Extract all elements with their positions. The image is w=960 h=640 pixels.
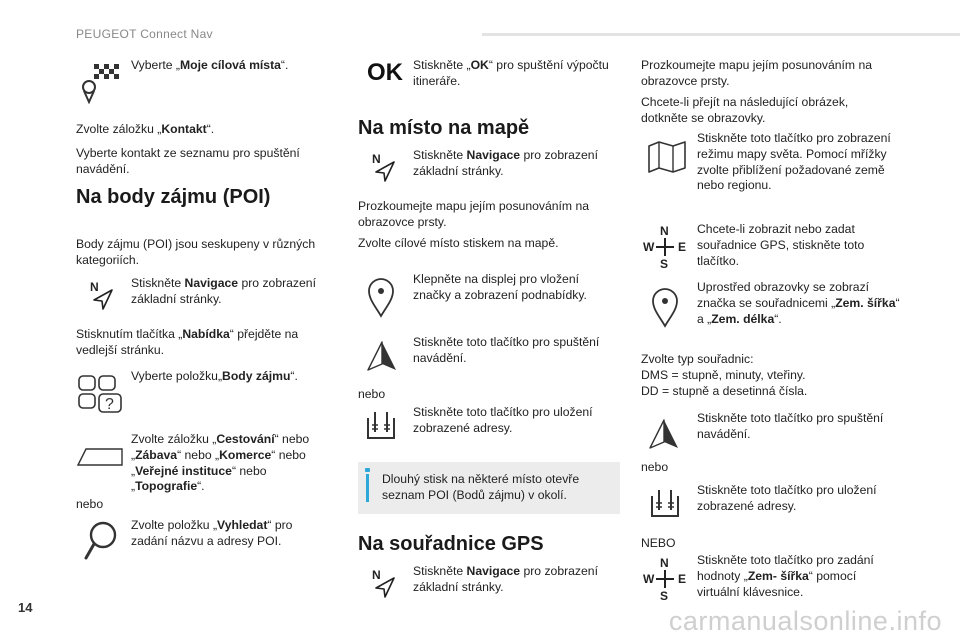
world-map-text: Stiskněte toto tlačítko pro zobrazení režimu mapy světa. Pomocí mřížky zvolte přiblížení požadované země nebo regionu. bbox=[697, 131, 891, 193]
poi-item-text: Vyberte položku„Body zájmu“. bbox=[131, 369, 298, 383]
svg-text:N: N bbox=[90, 280, 99, 294]
poi-heading: Na body zájmu (POI) bbox=[76, 186, 271, 208]
compass-gps-icon bbox=[642, 224, 688, 270]
or-text-2: nebo bbox=[358, 387, 386, 401]
scroll-map-text-2: Prozkoumejte mapu jejím posunováním na obrazovce prsty. bbox=[641, 58, 873, 88]
page-number: 14 bbox=[18, 600, 33, 615]
navigation-text-2: Stiskněte Navigace pro zobrazení základní stránky. bbox=[413, 148, 598, 178]
svg-text:N: N bbox=[660, 556, 669, 570]
svg-text:OK: OK bbox=[367, 59, 403, 84]
info-icon bbox=[365, 468, 370, 472]
or-text: nebo bbox=[76, 497, 104, 511]
svg-text:N: N bbox=[660, 224, 669, 238]
coordinate-type-text: Zvolte typ souřadnic: DMS = stupně, minuty, vteřiny. DD = stupně a desetinná čísla. bbox=[641, 352, 808, 398]
save-address-icon bbox=[648, 486, 682, 520]
ok-text: Stiskněte „OK“ pro spuštění výpočtu itineráře. bbox=[413, 58, 609, 88]
contact-tab-text: Zvolte záložku „Kontakt“. bbox=[76, 122, 215, 136]
map-pin-icon bbox=[366, 276, 396, 318]
svg-text:N: N bbox=[372, 152, 381, 166]
compass-gps-icon bbox=[642, 556, 688, 602]
menu-text: Stisknutím tlačítka „Nabídka“ přejděte na vedlejší stránku. bbox=[76, 327, 299, 357]
svg-text:S: S bbox=[660, 257, 669, 270]
gps-coordinates-text: Chcete-li zobrazit nebo zadat souřadnice GPS, stiskněte toto tlačítko. bbox=[697, 222, 865, 268]
select-destinations-text: Vyberte „Moje cílová místa“. bbox=[131, 58, 289, 72]
poi-intro-text: Body zájmu (POI) jsou seskupeny v různých kategoriích. bbox=[76, 237, 316, 267]
ok-icon bbox=[367, 58, 407, 84]
save-address-text: Stiskněte toto tlačítko pro uložení zobrazené adresy. bbox=[413, 405, 593, 435]
checkered-flag-pin-icon bbox=[80, 60, 120, 104]
map-heading: Na místo na mapě bbox=[358, 117, 530, 139]
navigation-arrow-icon bbox=[88, 280, 114, 310]
navigation-text: Stiskněte Navigace pro zobrazení základní stránky. bbox=[131, 276, 316, 306]
start-navigation-text-2: Stiskněte toto tlačítko pro spuštění navádění. bbox=[697, 411, 884, 441]
tap-display-text: Klepněte na displej pro vložení značky a zobrazení podnabídky. bbox=[413, 272, 587, 302]
info-box bbox=[358, 462, 620, 514]
contact-select-text: Vyberte kontakt ze seznamu pro spuštění navádění. bbox=[76, 146, 300, 176]
search-text: Zvolte položku „Vyhledat“ pro zadání názvu a adresy POI. bbox=[131, 518, 293, 548]
svg-text:S: S bbox=[660, 589, 669, 602]
header-rule bbox=[482, 33, 960, 36]
search-magnifier-icon bbox=[82, 520, 118, 562]
navigation-start-icon bbox=[366, 340, 398, 372]
svg-text:?: ? bbox=[105, 396, 114, 413]
or-caps-text: NEBO bbox=[641, 536, 676, 550]
header-title: PEUGEOT Connect Nav bbox=[76, 27, 213, 41]
info-text: Dlouhý stisk na některé místo otevře seznam POI (Bodů zájmu) v okolí. bbox=[382, 472, 580, 502]
svg-text:W: W bbox=[643, 240, 655, 254]
next-image-text: Chcete-li přejít na následující obrázek, dotkněte se obrazovky. bbox=[641, 95, 849, 125]
svg-text:N: N bbox=[372, 568, 381, 582]
poi-question-icon bbox=[78, 372, 124, 414]
navigation-arrow-icon bbox=[370, 152, 396, 182]
navigation-arrow-icon bbox=[370, 568, 396, 598]
save-address-icon bbox=[364, 408, 398, 442]
marker-coordinates-text: Uprostřed obrazovky se zobrazí značka se souřadnicemi „Zem. šířka“ a „Zem. délka“. bbox=[697, 280, 900, 326]
navigation-start-icon bbox=[648, 418, 680, 450]
navigation-text-3: Stiskněte Navigace pro zobrazení základní stránky. bbox=[413, 564, 598, 594]
svg-text:E: E bbox=[678, 240, 687, 254]
gps-heading: Na souřadnice GPS bbox=[358, 533, 544, 555]
start-navigation-text: Stiskněte toto tlačítko pro spuštění navádění. bbox=[413, 335, 600, 365]
svg-text:W: W bbox=[643, 572, 655, 586]
enter-latitude-text: Stiskněte toto tlačítko pro zadání hodnoty „Zem- šířka“ pomocí virtuální klávesnice. bbox=[697, 553, 874, 599]
category-tabs-text: Zvolte záložku „Cestování“ nebo „Zábava“ nebo „Komerce“ nebo „Veřejné instituce“ nebo „Topografie“. bbox=[131, 432, 310, 494]
world-map-icon bbox=[647, 140, 687, 174]
watermark: carmanualsonline.info bbox=[668, 606, 942, 636]
choose-destination-text: Zvolte cílové místo stiskem na mapě. bbox=[358, 236, 559, 250]
save-address-text-2: Stiskněte toto tlačítko pro uložení zobrazené adresy. bbox=[697, 483, 877, 513]
map-pin-icon bbox=[650, 286, 680, 328]
svg-text:E: E bbox=[678, 572, 687, 586]
tab-shape-icon bbox=[76, 446, 124, 468]
or-text-3: nebo bbox=[641, 460, 669, 474]
scroll-map-text: Prozkoumejte mapu jejím posunováním na obrazovce prsty. bbox=[358, 199, 590, 229]
